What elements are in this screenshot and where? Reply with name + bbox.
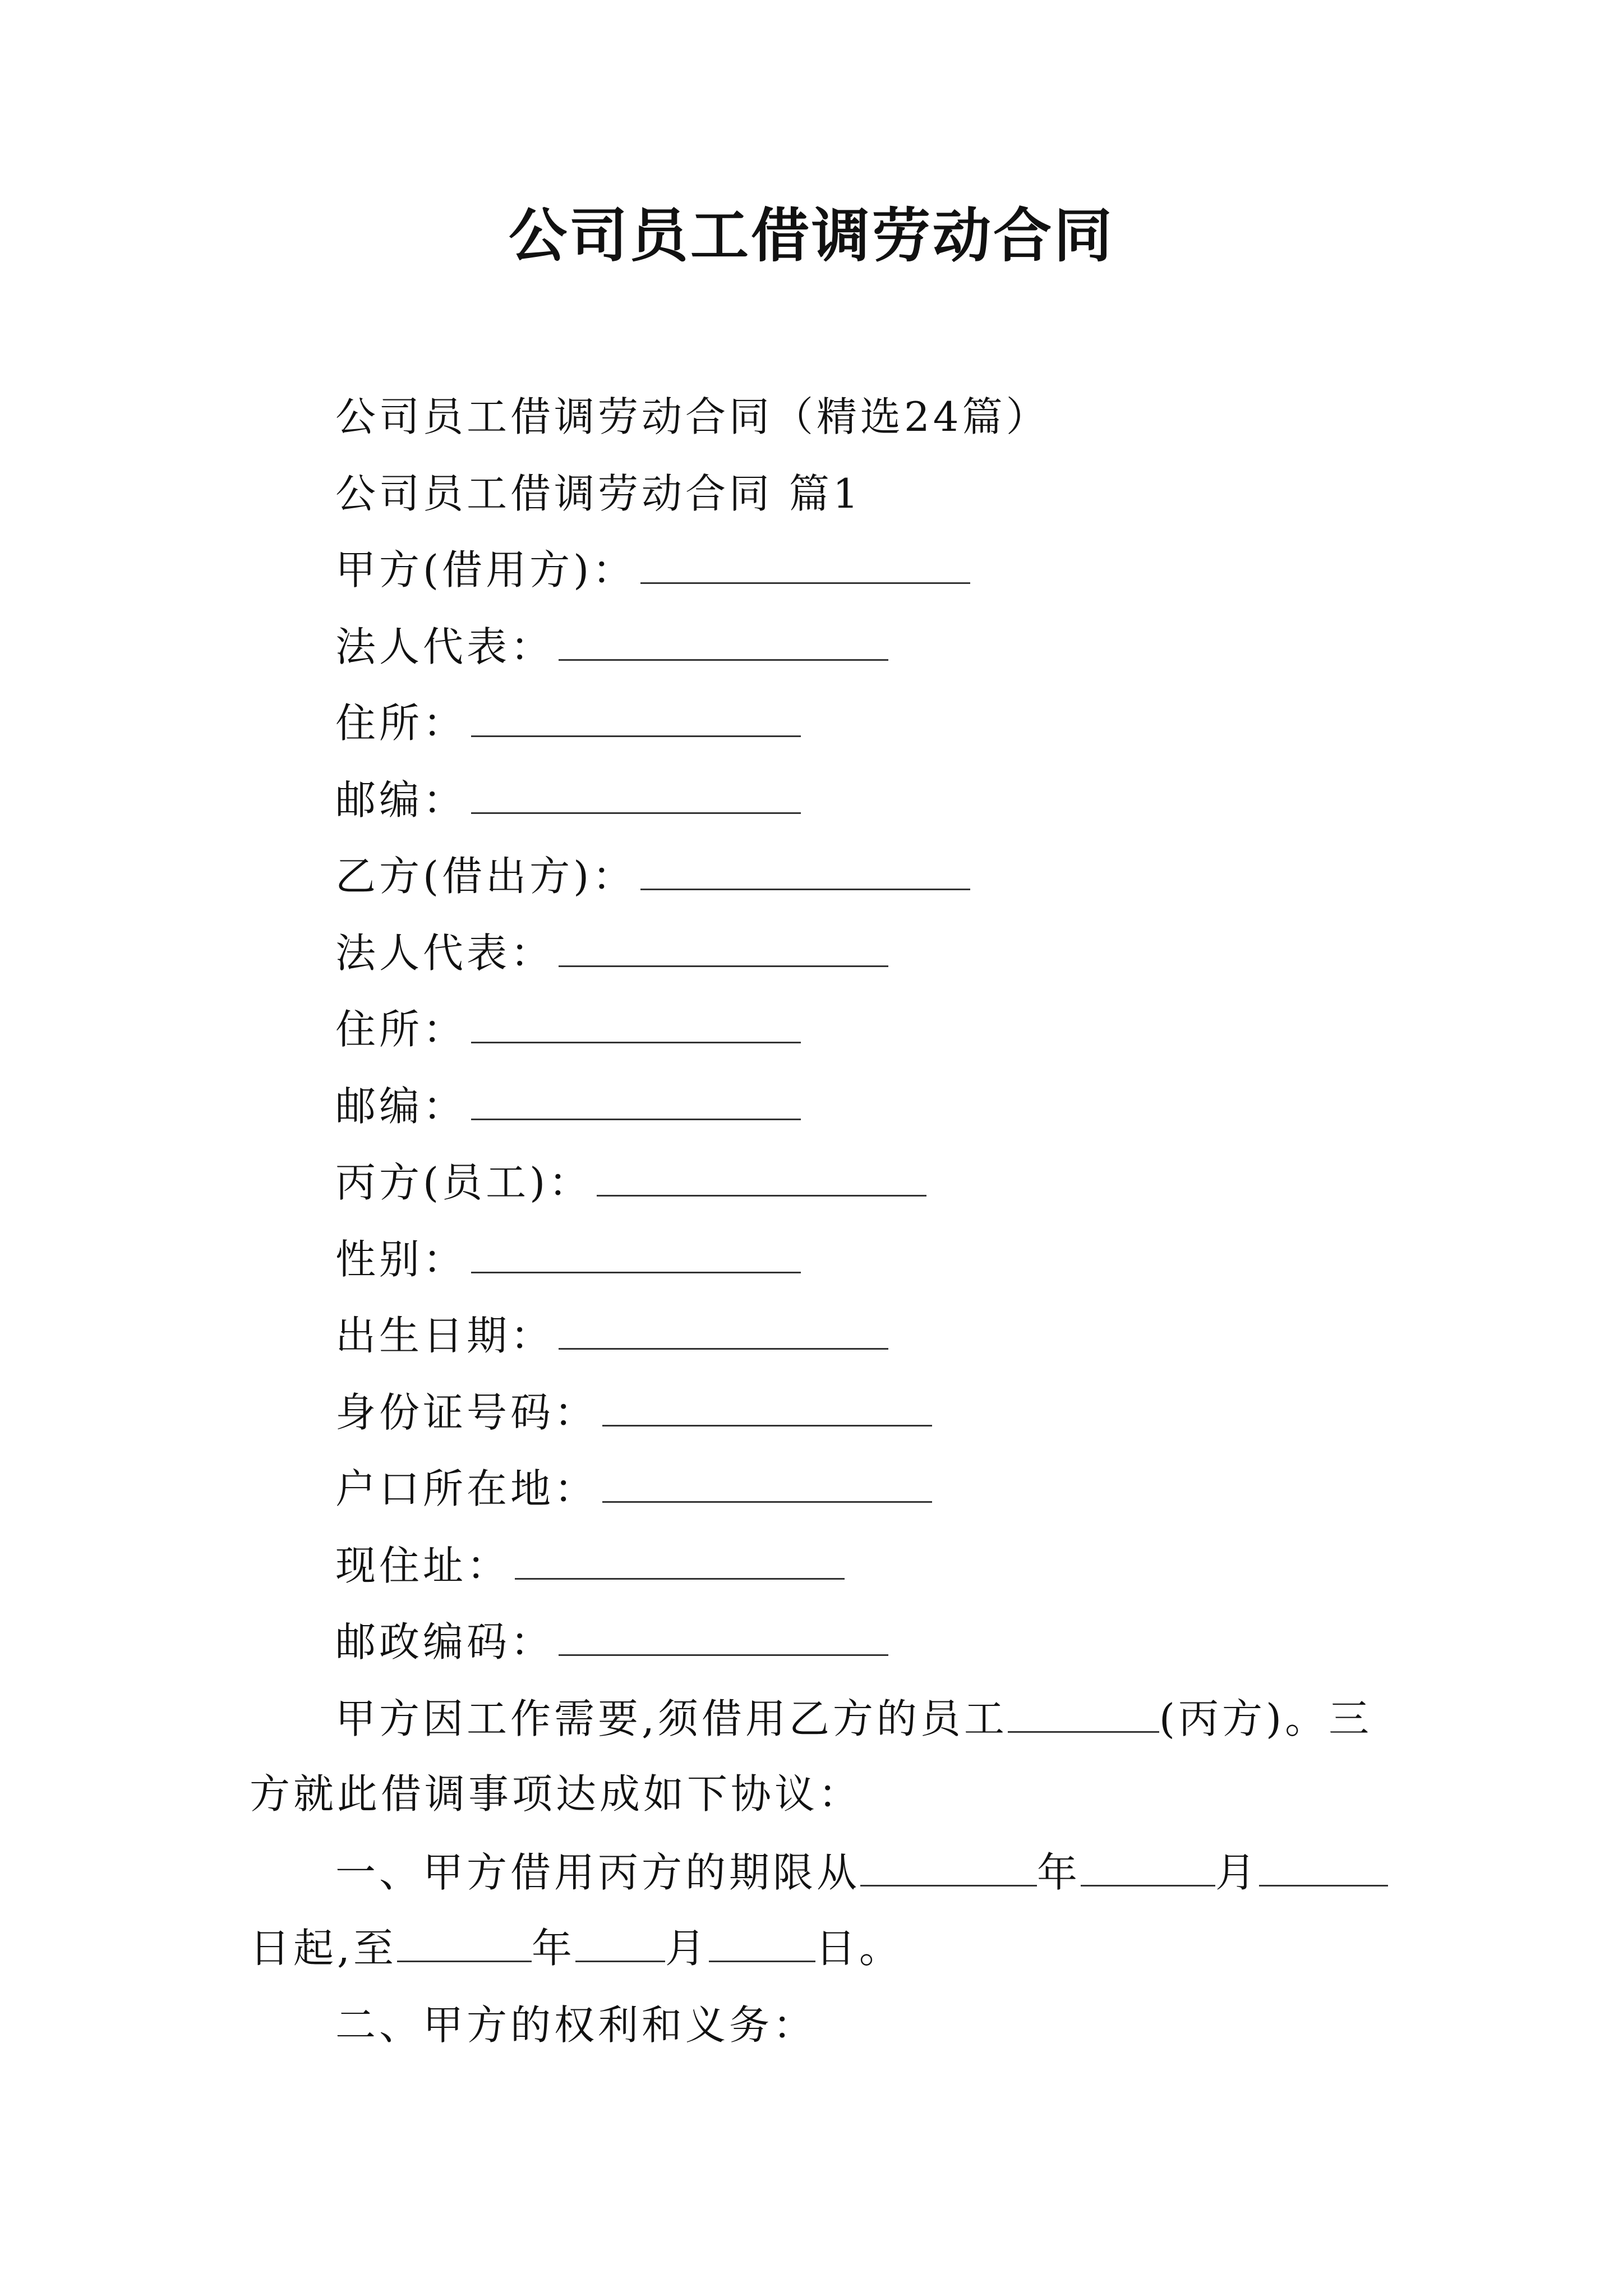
field-row: [335, 926, 888, 980]
document-subtitle: 公司员工借调劳动合同（精选24篇）: [335, 393, 1050, 440]
field-row: [335, 1462, 932, 1516]
field-label: 丙方(员工)：: [335, 1159, 593, 1206]
fill-in-blank[interactable]: [1008, 1692, 1159, 1733]
field-label: 甲方(借用方)：: [335, 546, 637, 593]
field-row: [335, 849, 970, 903]
clause-text: 月: [665, 1925, 709, 1972]
field-row: [335, 1539, 845, 1593]
field-label: 住所：: [335, 1006, 467, 1053]
fill-in-blank[interactable]: [640, 849, 970, 890]
fill-in-blank[interactable]: [1259, 1846, 1388, 1887]
fill-in-blank[interactable]: [471, 696, 801, 737]
fill-in-blank[interactable]: [515, 1539, 845, 1580]
clause-line: [250, 1921, 903, 1975]
fill-in-blank[interactable]: [559, 1309, 888, 1350]
paragraph-text: 甲方因工作需要,须借用乙方的员工: [335, 1695, 1008, 1742]
field-row: [335, 773, 801, 827]
field-row: [335, 1309, 888, 1363]
clause-text: 一、甲方借用丙方的期限从: [335, 1849, 861, 1896]
field-row: [335, 1615, 888, 1669]
field-label: 性别：: [335, 1236, 467, 1283]
fill-in-blank[interactable]: [575, 1921, 665, 1962]
fill-in-blank[interactable]: [471, 1002, 801, 1043]
field-label: 现住址：: [335, 1542, 511, 1589]
field-row: [335, 1386, 932, 1439]
field-label: 身份证号码：: [335, 1389, 598, 1436]
fill-in-blank[interactable]: [860, 1846, 1037, 1887]
paragraph-text: 方就此借调事项达成如下协议：: [250, 1770, 863, 1818]
fill-in-blank[interactable]: [1081, 1846, 1215, 1887]
clause-heading: 二、甲方的权利和义务：: [335, 2001, 817, 2049]
field-row: [335, 1002, 801, 1056]
fill-in-blank[interactable]: [640, 543, 970, 584]
fill-in-blank[interactable]: [471, 1079, 801, 1120]
field-label: 邮编：: [335, 776, 467, 823]
field-row: [335, 1079, 801, 1133]
field-label: 邮政编码：: [335, 1618, 555, 1665]
field-row: [335, 696, 801, 750]
fill-in-blank[interactable]: [559, 926, 888, 967]
clause-text: 年: [1037, 1849, 1081, 1896]
paragraph-text: (丙方)。三: [1159, 1695, 1373, 1742]
field-row: [335, 620, 888, 674]
clause-line: [335, 1846, 1388, 1899]
clause-text: 月: [1215, 1849, 1260, 1896]
fill-in-blank[interactable]: [471, 773, 801, 814]
fill-in-blank[interactable]: [597, 1156, 926, 1197]
field-label: 住所：: [335, 700, 467, 747]
field-label: 邮编：: [335, 1083, 467, 1130]
field-row: [335, 543, 970, 597]
fill-in-blank[interactable]: [602, 1462, 932, 1503]
clause-text: 日。: [815, 1925, 903, 1972]
field-label: 乙方(借出方)：: [335, 853, 637, 900]
fill-in-blank[interactable]: [602, 1386, 932, 1427]
field-label: 户口所在地：: [335, 1465, 598, 1512]
clause-text: 年: [531, 1925, 575, 1972]
field-label: 法人代表：: [335, 930, 555, 977]
fill-in-blank[interactable]: [471, 1232, 801, 1273]
document-title: 公司员工借调劳动合同: [508, 201, 1114, 270]
paragraph-line: [250, 1767, 862, 1821]
clause-text: 日起,至: [250, 1925, 397, 1972]
fill-in-blank[interactable]: [709, 1921, 815, 1962]
paragraph-line: [335, 1692, 1372, 1746]
fill-in-blank[interactable]: [397, 1921, 532, 1962]
field-row: [335, 1156, 926, 1209]
fill-in-blank[interactable]: [559, 1615, 888, 1656]
field-label: 法人代表：: [335, 623, 555, 670]
field-label: 出生日期：: [335, 1312, 555, 1359]
section-heading: 公司员工借调劳动合同 篇1: [335, 470, 862, 517]
field-row: [335, 1232, 801, 1286]
fill-in-blank[interactable]: [559, 620, 888, 661]
